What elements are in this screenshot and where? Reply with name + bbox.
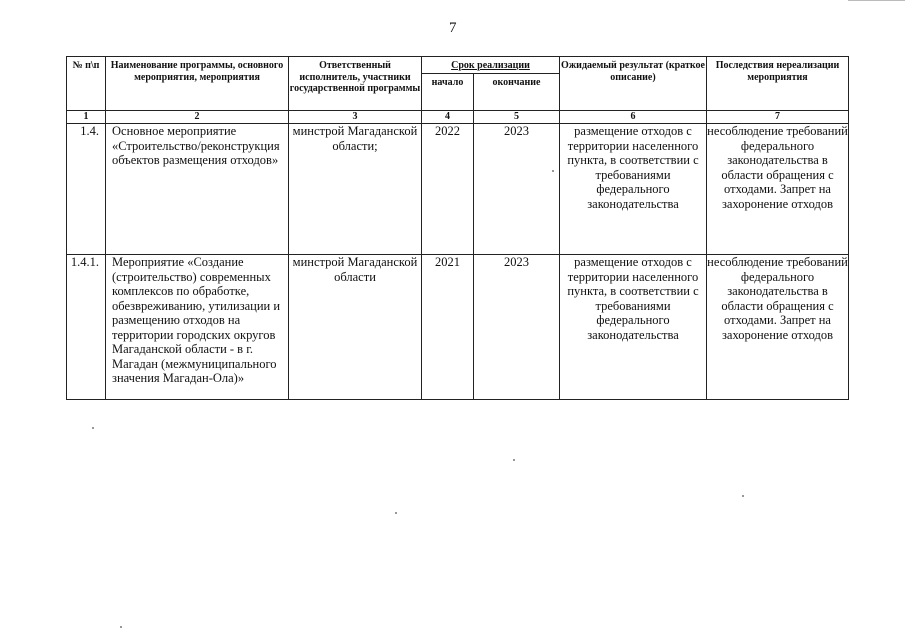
column-number: 6 bbox=[560, 111, 707, 124]
row-expected-result: размещение отходов с территории населенного пункта, в соответствии с требованиями федерального законодательства bbox=[560, 124, 707, 255]
row-name: Мероприятие «Создание (строительство) современных комплексов по обработке, обезвреживанию, утилизации и размещению отходов на территории городских округов Магаданской области - в г. Магадан (межмуниципального значения Магадан-Ола)» bbox=[106, 255, 289, 400]
row-end-year: 2023 bbox=[474, 255, 560, 400]
header-start: начало bbox=[422, 74, 474, 111]
column-number: 1 bbox=[67, 111, 106, 124]
program-table bbox=[66, 56, 849, 400]
column-number: 4 bbox=[422, 111, 474, 124]
column-number: 5 bbox=[474, 111, 560, 124]
row-consequence: несоблюдение требований федерального законодательства в области обращения с отходами. Запрет на захоронение отходов bbox=[707, 255, 849, 400]
scan-speck bbox=[92, 427, 94, 429]
header-number: № п\п bbox=[67, 57, 106, 111]
row-consequence: несоблюдение требований федерального законодательства в области обращения с отходами. Запрет на захоронение отходов bbox=[707, 124, 849, 255]
row-number: 1.4.1. bbox=[67, 255, 106, 400]
header-consequences: Последствия нереализации мероприятия bbox=[707, 57, 849, 111]
row-executor: минстрой Магаданской области bbox=[289, 255, 422, 400]
column-number: 2 bbox=[106, 111, 289, 124]
header-term: Срок реализации bbox=[422, 57, 560, 74]
header-expected-result: Ожидаемый результат (краткое описание) bbox=[560, 57, 707, 111]
row-start-year: 2021 bbox=[422, 255, 474, 400]
header-program-name: Наименование программы, основного мероприятия, мероприятия bbox=[106, 57, 289, 111]
scan-speck bbox=[552, 170, 554, 172]
header-row-top bbox=[67, 57, 849, 74]
header-executor: Ответственный исполнитель, участники государственной программы bbox=[289, 57, 422, 111]
column-number-row bbox=[67, 111, 849, 124]
column-number: 7 bbox=[707, 111, 849, 124]
scan-speck bbox=[513, 459, 515, 461]
row-number: 1.4. bbox=[67, 124, 106, 255]
scan-speck bbox=[120, 626, 122, 628]
top-edge-rule bbox=[848, 0, 905, 1]
row-executor: минстрой Магаданской области; bbox=[289, 124, 422, 255]
row-end-year: 2023 bbox=[474, 124, 560, 255]
row-name: Основное мероприятие «Строительство/реконструкция объектов размещения отходов» bbox=[106, 124, 289, 255]
scan-speck bbox=[742, 495, 744, 497]
table-row bbox=[67, 124, 849, 255]
scan-speck bbox=[395, 512, 397, 514]
header-end: окончание bbox=[474, 74, 560, 111]
page-number: 7 bbox=[449, 20, 457, 36]
row-start-year: 2022 bbox=[422, 124, 474, 255]
table-row bbox=[67, 255, 849, 400]
row-expected-result: размещение отходов с территории населенного пункта, в соответствии с требованиями федерального законодательства bbox=[560, 255, 707, 400]
column-number: 3 bbox=[289, 111, 422, 124]
